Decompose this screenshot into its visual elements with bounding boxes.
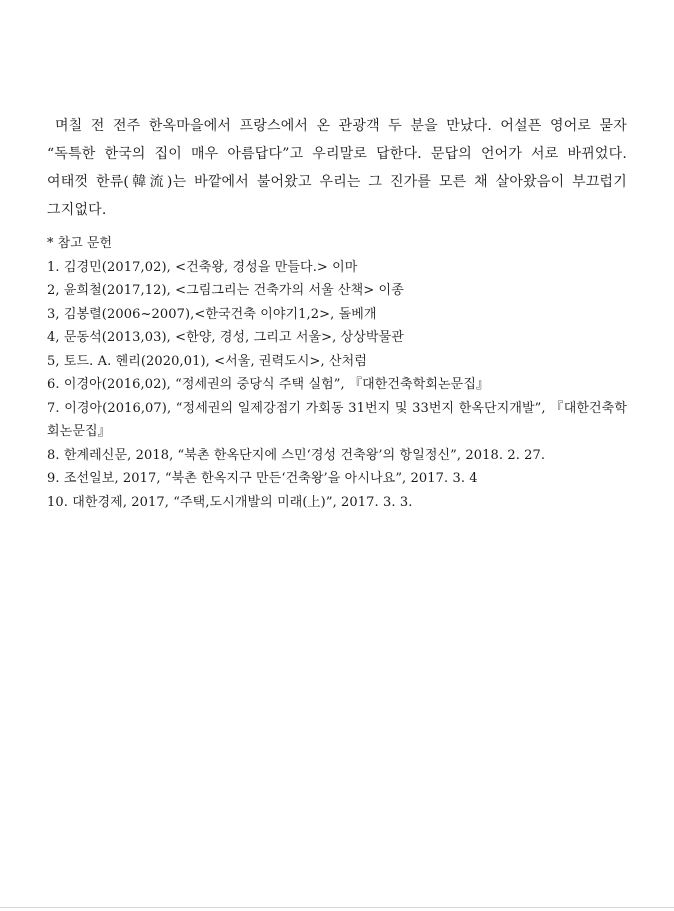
reference-item-7: 7. 이경아(2016,07), “정세권의 일제강점기 가회동 31번지 및 33번지 한옥단지개발”, 『대한건축학회논문집』 xyxy=(47,400,627,439)
body-paragraph xyxy=(47,112,627,224)
references-list xyxy=(47,256,627,515)
references-heading: * 참고 문헌 xyxy=(47,236,112,251)
reference-item-2: 2, 윤희철(2017,12), <그림그리는 건축가의 서울 산책> 이종 xyxy=(47,283,404,298)
body-paragraph-text: 며칠 전 전주 한옥마을에서 프랑스에서 온 관광객 두 분을 만났다. 어설픈 영어로 묻자 “독특한 한국의 집이 매우 아름답다”고 우리말로 답한다. 문답의 언어가 서로 바뀌었다. 여태껏 한류(韓流)는 바깥에서 불어왔고 우리는 그 진가를 모른 채 살아왔음이 부끄럽기 그지없다. xyxy=(47,118,627,218)
reference-item-5: 5, 토드. A. 헨리(2020,01), <서울, 권력도시>, 산처럼 xyxy=(47,353,367,369)
references-section xyxy=(47,232,627,514)
reference-item-8: 8. 한계레신문, 2018, “북촌 한옥단지에 스민‘경성 건축왕’의 항일정신”, 2018. 2. 27. xyxy=(47,447,546,463)
reference-item-10: 10. 대한경제, 2017, “주택,도시개발의 미래(上)”, 2017. 3. 3. xyxy=(47,494,413,510)
reference-item-4: 4, 문동석(2013,03), <한양, 경성, 그리고 서울>, 상상박물관 xyxy=(47,330,404,345)
reference-item-1: 1. 김경민(2017,02), <건축왕, 경성을 만들다.> 이마 xyxy=(47,259,358,275)
reference-item-9: 9. 조선일보, 2017, “북촌 한옥지구 만든‘건축왕’을 아시나요”, 2017. 3. 4 xyxy=(47,471,478,486)
page-bottom-divider xyxy=(0,907,674,908)
reference-item-6: 6. 이경아(2016,02), “정세권의 중당식 주택 실험”, 『대한건축학회논문집』 xyxy=(47,377,490,392)
reference-item-3: 3, 김봉렬(2006~2007),<한국건축 이야기1,2>, 돌베개 xyxy=(47,306,377,322)
